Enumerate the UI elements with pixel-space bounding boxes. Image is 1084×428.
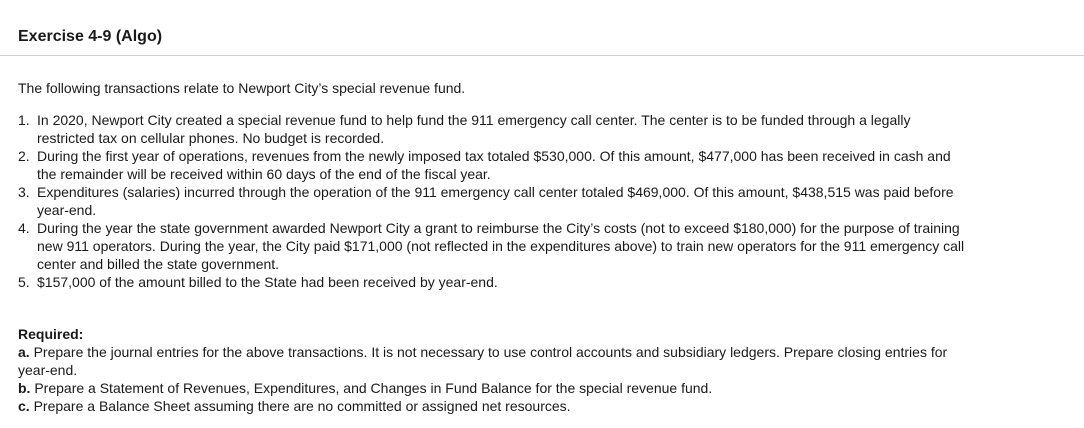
required-letter: b. bbox=[18, 380, 31, 396]
transaction-item-4 bbox=[18, 219, 968, 273]
required-item-c bbox=[18, 397, 968, 415]
required-text: Prepare a Statement of Revenues, Expenditures, and Changes in Fund Balance for the special revenue fund. bbox=[34, 380, 713, 396]
transaction-text: Expenditures (salaries) incurred through the operation of the 911 emergency call center totaled $469,000. Of this amount, $438,515 was paid before year-end. bbox=[37, 184, 954, 218]
transaction-number: 1. bbox=[18, 112, 30, 128]
transaction-text: During the year the state government awarded Newport City a grant to reimburse the City’s costs (not to exceed $180,000) for the purpose of training new 911 operators. During the year, the City paid $171,000 (not reflected in the expenditures above) to train new operators for the 911 emergency call center and billed the state government. bbox=[37, 220, 965, 272]
transaction-text: In 2020, Newport City created a special revenue fund to help fund the 911 emergency call center. The center is to be funded through a legally restricted tax on cellular phones. No budget is recorded. bbox=[37, 112, 911, 146]
required-letter: a. bbox=[18, 344, 30, 360]
transaction-item-2 bbox=[18, 147, 968, 183]
required-item-b bbox=[18, 379, 968, 397]
transaction-number: 4. bbox=[18, 220, 30, 236]
title-divider bbox=[0, 55, 1084, 56]
transaction-list bbox=[18, 111, 968, 291]
transaction-text: $157,000 of the amount billed to the State had been received by year-end. bbox=[37, 274, 498, 290]
intro-text: The following transactions relate to Newport City’s special revenue fund. bbox=[18, 80, 466, 96]
required-section bbox=[18, 325, 968, 415]
required-text: Prepare a Balance Sheet assuming there are no committed or assigned net resources. bbox=[33, 398, 571, 414]
transaction-item-5 bbox=[18, 273, 968, 291]
required-heading: Required: bbox=[18, 326, 84, 342]
required-text: Prepare the journal entries for the above transactions. It is not necessary to use control accounts and subsidiary ledgers. Prepare closing entries for year-end. bbox=[18, 344, 948, 378]
transaction-number: 3. bbox=[18, 184, 30, 200]
transaction-item-3 bbox=[18, 183, 968, 219]
required-letter: c. bbox=[18, 398, 30, 414]
transaction-number: 2. bbox=[18, 148, 30, 164]
exercise-title: Exercise 4-9 (Algo) bbox=[18, 28, 163, 45]
transaction-text: During the first year of operations, revenues from the newly imposed tax totaled $530,000. Of this amount, $477,000 has been received in cash and the remainder will be received within 60 days of the end of the fiscal year. bbox=[37, 148, 951, 182]
transaction-number: 5. bbox=[18, 274, 30, 290]
transaction-item-1 bbox=[18, 111, 968, 147]
required-item-a bbox=[18, 343, 968, 379]
